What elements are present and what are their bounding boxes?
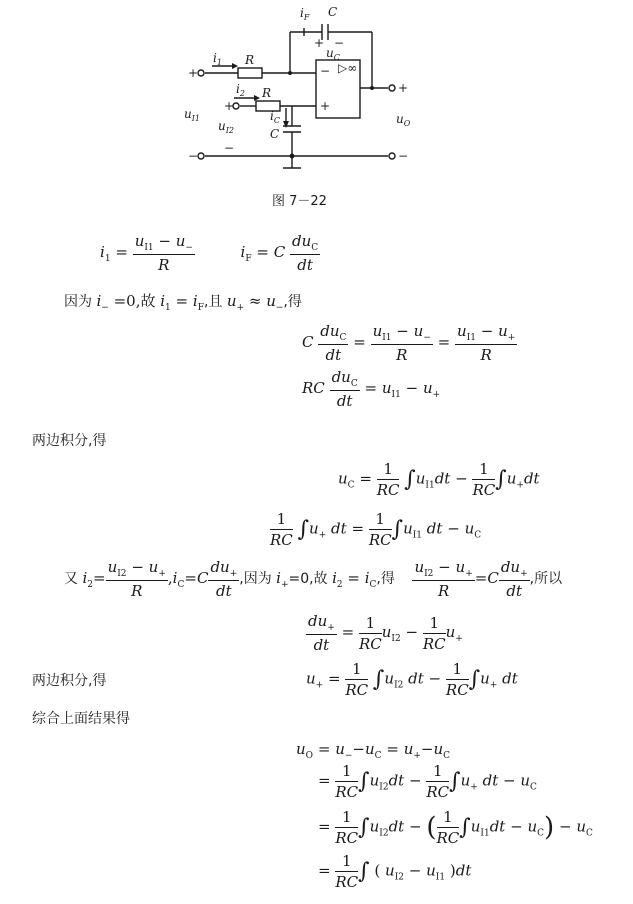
label-minus-top: − [334, 36, 345, 50]
equation-i1-iF: $i_1$ = $\frac{u_{I1} - u_-}{R}$ $i_F = C$ $\frac{du_C}{dt}$ [100, 232, 319, 274]
equation-uO-line2: = $\frac{1}{RC}$ $\int u_{I2}dt$ − $\frac{1}{RC}$ $\int u_+$ dt − $u_C$ [318, 762, 537, 801]
opamp-plus: + [320, 99, 331, 113]
equation-uO-line4: = $\frac{1}{RC}$ ∫ ( $u_{I2} - u_{I1}$ )dt [318, 852, 472, 891]
output-plus: + [398, 81, 409, 95]
label-R1: R [245, 53, 255, 67]
equation-uC-integral: $u_C$ = $\frac{1}{RC}$ $\int u_{I1}dt$ − $\frac{1}{RC}$ $\int u_+dt$ [338, 460, 540, 499]
label-i1: i [213, 51, 217, 65]
label-plus-top: + [314, 36, 325, 50]
terminal-in1 [198, 70, 204, 76]
svg-text:uI2: $u_{I2}$ [218, 119, 234, 135]
opamp-minus: − [320, 64, 331, 78]
equation-uO-line1: $u_O = u_--u_C = u_+-u_C$ [296, 740, 451, 761]
resistor-r2 [256, 101, 280, 111]
equation-RC-duC: RC $\frac{du_C}{dt}$ = $u_{I1} - u_+$ [302, 368, 441, 410]
text-also-line: 又 $i_2=$ $\frac{u_{I2} - u_+}{R}$ $,i_C=C$ $\frac{du_+}{dt}$ ,因为 $i_+=0$,故 $i_2 = i_C$,得 $\frac{u_{I2} - u_+}{R}$ =C $\frac{du_+}{dt}$ ,所以 [64, 558, 563, 600]
equation-uO-line3: = $\frac{1}{RC}$ $\int u_{I2}dt$ − ( $\frac{1}{RC}$ $\int u_{I1}dt - u_C) - u_C$ [318, 808, 593, 847]
text-combine: 综合上面结果得 [32, 711, 130, 727]
label-R2: R [262, 86, 272, 100]
equation-du-plus: $\frac{du_+}{dt}$ = $\frac{1}{RC}$ $u_{I2}$ − $\frac{1}{RC}$ $u_+$ [308, 612, 463, 654]
text-because-line: 因为 $i_- =0$,故 $i_1 = i_F$,且 $u_+ \approx u_-$,得 [64, 292, 302, 313]
terminal-gnd-left [198, 153, 204, 159]
label-C-bottom: C [270, 127, 280, 141]
label-uC: u [326, 46, 334, 60]
text-integrate-both-2: 两边积分,得 [32, 673, 107, 689]
ground-mid-minus: − [224, 141, 235, 155]
svg-text:uO: $u_O$ [396, 112, 411, 128]
label-C-top: C [328, 5, 338, 19]
label-u11: u [184, 107, 192, 121]
ground-left-minus: − [188, 149, 199, 163]
label-i2: i [236, 82, 240, 96]
figure-caption: 图 7－22 [272, 194, 327, 209]
opamp-triangle-infinity: ▷∞ [338, 61, 358, 75]
equation-C-duC: C $\frac{du_C}{dt}$ = $\frac{u_{I1} - u_-}{R}$ = $\frac{u_{I1} - u_+}{R}$ [302, 322, 516, 364]
svg-text:iF: $i_F$ [300, 6, 310, 22]
label-iC: i [270, 109, 274, 123]
svg-text:i1: $i_1$ [213, 51, 222, 67]
label-iF: i [300, 6, 304, 20]
terminal-out [389, 85, 395, 91]
input1-plus: + [188, 66, 199, 80]
label-uO: u [396, 112, 404, 126]
label-u12: u [218, 119, 226, 133]
text-integrate-both-1: 两边积分,得 [32, 433, 107, 449]
equation-integral-u-plus: $\frac{1}{RC}$ $\int u_+$ dt = $\frac{1}{RC}$ $\int u_{I1}$ dt − $u_C$ [270, 510, 482, 549]
circuit-diagram [0, 0, 633, 215]
svg-text:iC: $i_C$ [270, 109, 280, 125]
svg-text:i2: $i_2$ [236, 82, 245, 98]
equation-u-plus-integral: $u_+$ = $\frac{1}{RC}$ $\int u_{I2}$ dt − $\frac{1}{RC}$ $\int u_+$ dt [306, 660, 518, 699]
input2-plus: + [224, 99, 235, 113]
svg-text:uC: $u_C$ [326, 46, 340, 62]
output-minus: − [398, 149, 409, 163]
terminal-gnd-right [389, 153, 395, 159]
svg-text:uI1: $u_{I1}$ [184, 107, 200, 123]
resistor-r1 [238, 68, 262, 78]
